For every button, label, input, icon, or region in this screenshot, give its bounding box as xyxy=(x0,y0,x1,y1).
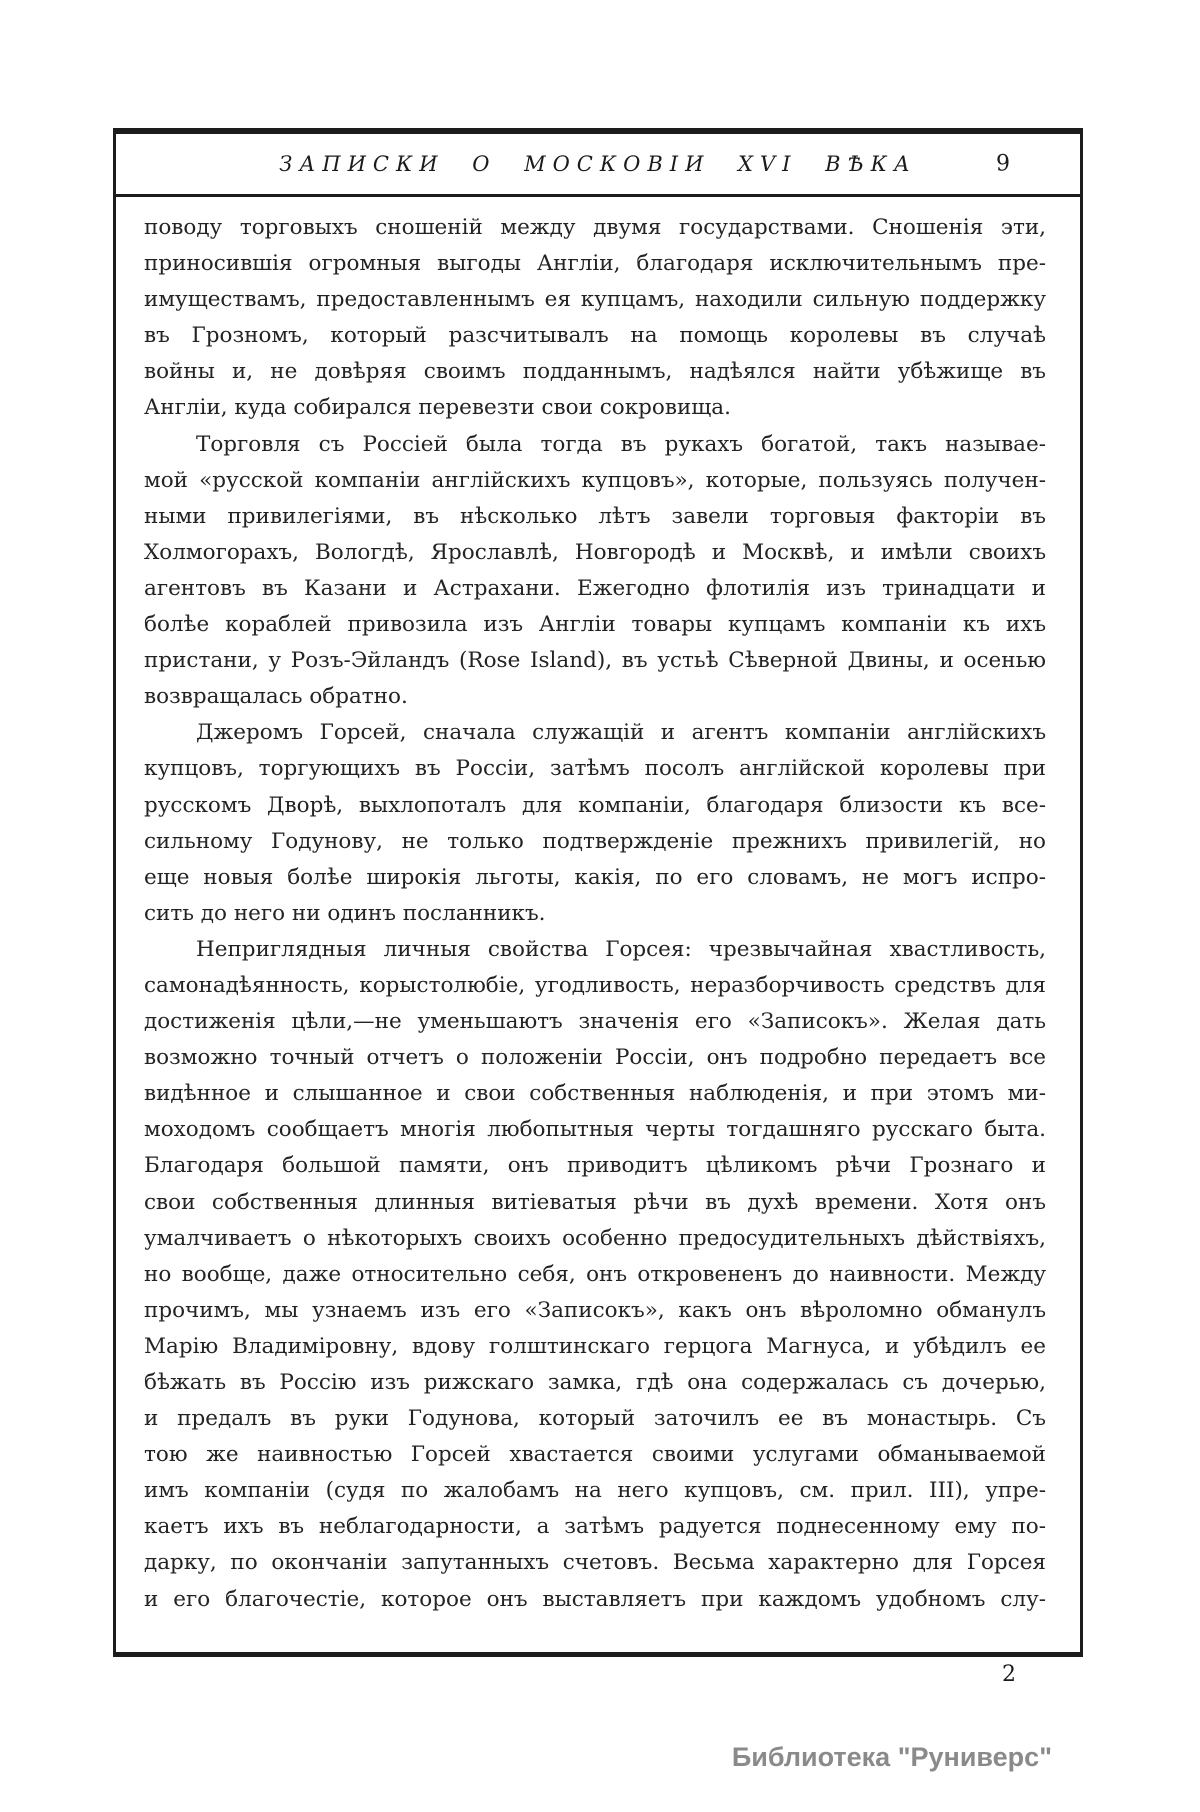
running-title: ЗАПИСКИ О МОСКОВІИ XVI ВѢКА xyxy=(279,152,917,176)
page-number: 9 xyxy=(996,151,1010,177)
text-line: видѣнное и слышанное и свои собственныя наблюденія, и при этомъ ми- xyxy=(144,1081,1046,1107)
text-line: дарку, по окончаніи запутанныхъ счетовъ. Весьма характерно для Горсея xyxy=(144,1550,1046,1576)
text-line: болѣе кораблей привозила изъ Англіи товары купцамъ компаніи къ ихъ xyxy=(144,612,1046,638)
text-line: свои собственныя длинныя витіеватыя рѣчи въ духѣ времени. Хотя онъ xyxy=(144,1189,1046,1215)
text-line: поводу торговыхъ сношеній между двумя государствами. Сношенія эти, xyxy=(144,215,1046,240)
text-line: Марію Владиміровну, вдову голштинскаго герцога Магнуса, и убѣдилъ ее xyxy=(144,1333,1046,1359)
text-line: мой «русской компаніи англійскихъ купцовъ», которые, пользуясь получен- xyxy=(144,467,1046,493)
text-line: въ Грозномъ, который разсчитывалъ на помощь королевы въ случаѣ xyxy=(144,323,1046,349)
text-line: еще новыя болѣе широкія льготы, какія, по его словамъ, не могъ испро- xyxy=(144,864,1046,890)
text-line: умалчиваетъ о нѣкоторыхъ своихъ особенно предосудительныхъ дѣйствіяхъ, xyxy=(144,1225,1046,1251)
text-line: бѣжать въ Россію изъ рижскаго замка, гдѣ она содержалась съ дочерью, xyxy=(144,1370,1046,1395)
text-line: Джеромъ Горсей, сначала служащій и агентъ компаніи англійскихъ xyxy=(196,720,1046,746)
text-line: возможно точный отчетъ о положеніи Россіи, онъ подробно передаетъ все xyxy=(144,1045,1046,1071)
text-line: самонадѣянность, корыстолюбіе, угодливость, неразборчивость средствъ для xyxy=(144,972,1046,998)
text-line: приносившія огромныя выгоды Англіи, благодаря исключительнымъ пре- xyxy=(144,251,1046,277)
text-line: и его благочестіе, которое онъ выставляетъ при каждомъ удобномъ слу- xyxy=(144,1586,1046,1612)
text-line: Холмогорахъ, Вологдѣ, Ярославлѣ, Новгородѣ и Москвѣ, и имѣли своихъ xyxy=(144,539,1046,565)
signature-mark: 2 xyxy=(1002,1662,1016,1687)
text-line: пристани, у Розъ-Эйландъ (Rose Island), въ устьѣ Сѣверной Двины, и осенью xyxy=(144,648,1046,674)
page-frame xyxy=(113,128,1083,1657)
text-line: но вообще, даже относительно себя, онъ откровененъ до наивности. Между xyxy=(144,1261,1046,1287)
text-line: ными привилегіями, въ нѣсколько лѣтъ завели торговыя факторіи въ xyxy=(144,503,1046,529)
text-line: русскомъ Дворѣ, выхлопоталъ для компаніи, благодаря близости къ все- xyxy=(144,792,1046,818)
text-line: агентовъ въ Казани и Астрахани. Ежегодно флотилія изъ тринадцати и xyxy=(144,575,1046,601)
text-line: тою же наивностью Горсей хвастается своими услугами обманываемой xyxy=(144,1442,1046,1468)
text-line: прочимъ, мы узнаемъ изъ его «Записокъ», какъ онъ вѣроломно обманулъ xyxy=(144,1297,1046,1323)
text-line: возвращалась обратно. xyxy=(144,684,408,710)
body-text xyxy=(116,197,1080,1618)
text-line: купцовъ, торгующихъ въ Россіи, затѣмъ посолъ англійской королевы при xyxy=(144,756,1046,782)
library-watermark: Библиотека "Руниверс" xyxy=(731,1742,1052,1772)
text-line: и предалъ въ руки Годунова, который заточилъ ее въ монастырь. Съ xyxy=(144,1406,1046,1432)
text-line: Торговля съ Россіей была тогда въ рукахъ богатой, такъ называе- xyxy=(196,431,1046,457)
text-line: каетъ ихъ въ неблагодарности, а затѣмъ радуется поднесенному ему по- xyxy=(144,1514,1046,1540)
text-line: сить до него ни одинъ посланникъ. xyxy=(144,900,546,926)
running-head xyxy=(116,134,1080,197)
text-line: достиженія цѣли,—не уменьшаютъ значенія его «Записокъ». Желая дать xyxy=(144,1009,1046,1035)
text-line: войны и, не довѣряя своимъ подданнымъ, надѣялся найти убѣжище въ xyxy=(144,359,1046,385)
text-line: имъ компаніи (судя по жалобамъ на него купцовъ, см. прил. III), упре- xyxy=(144,1478,1046,1504)
text-line: Англіи, куда собирался перевезти свои сокровища. xyxy=(144,395,731,421)
text-line: Неприглядныя личныя свойства Горсея: чрезвычайная хвастливость, xyxy=(196,936,1046,962)
text-line: Благодаря большой памяти, онъ приводитъ цѣликомъ рѣчи Грознаго и xyxy=(144,1153,1046,1179)
text-line: моходомъ сообщаетъ многія любопытныя черты тогдашняго русскаго быта. xyxy=(144,1117,1046,1143)
text-line: сильному Годунову, не только подтвержденіе прежнихъ привилегій, но xyxy=(144,828,1046,854)
text-line: имуществамъ, предоставленнымъ ея купцамъ, находили сильную поддержку xyxy=(144,287,1046,313)
